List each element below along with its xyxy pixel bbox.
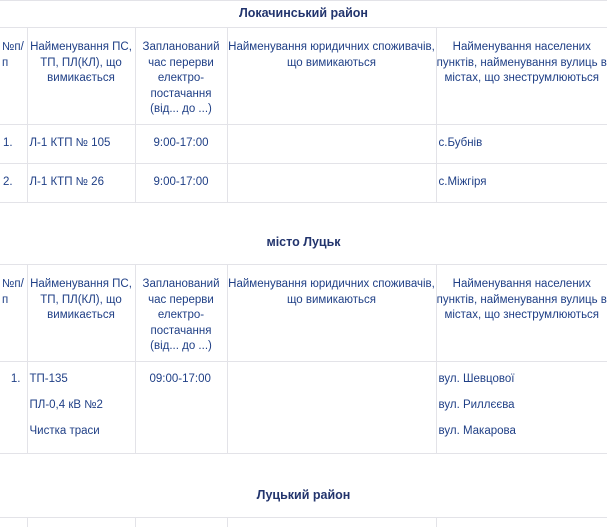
row-time: 9:00-17:00 — [135, 164, 227, 203]
object-line: ПЛ-0,4 кВ №2 — [29, 399, 103, 411]
section-title: Луцький район — [0, 454, 607, 518]
row-consumers — [227, 362, 436, 454]
row-num: 2. — [0, 164, 27, 203]
header-num: №п/п — [0, 265, 27, 362]
table-row — [0, 362, 607, 454]
row-time: 09:00-17:00 — [135, 362, 227, 454]
location-line: вул. Риллєєва — [438, 399, 515, 411]
table-header-row — [0, 28, 607, 125]
header-consumers: Найменування юридичних споживачів, що вимикаються — [227, 28, 436, 125]
header-consumers: Найменування юридичних споживачів, що вимикаються — [227, 265, 436, 362]
row-time: 9:00-17:00 — [135, 125, 227, 164]
header-object: Найменування ПС, ТП, ПЛ(КЛ), що вимикається — [27, 28, 135, 125]
row-num: 1. — [0, 125, 27, 164]
table-header-row — [0, 265, 607, 362]
row-consumers — [227, 164, 436, 203]
row-object: Л-1 КТП № 105 — [27, 125, 135, 164]
object-line: ТП-135 — [29, 373, 68, 385]
object-line: Чистка траси — [29, 425, 100, 437]
row-consumers — [227, 125, 436, 164]
section-title: Локачинський район — [0, 1, 607, 28]
row-num: 1. — [0, 362, 27, 454]
row-location — [436, 362, 607, 454]
section-title: місто Луцьк — [0, 203, 607, 265]
location-line: вул. Шевцової — [438, 373, 515, 385]
header-object: Найменування ПС, ТП, ПЛ(КЛ), що вимикається — [27, 265, 135, 362]
header-time: Запланований час перерви електро-постачання (від... до ...) — [135, 28, 227, 125]
header-time: Запланований час перерви електро-постачання (від... до ...) — [135, 265, 227, 362]
header-locations: Найменування населених пунктів, найменування вулиць в містах, що знеструмлюються — [436, 28, 607, 125]
row-object: Л-1 КТП № 26 — [27, 164, 135, 203]
location-line: вул. Макарова — [438, 425, 516, 437]
table-row — [0, 164, 607, 203]
header-locations: Найменування населених пунктів, найменування вулиць в містах, що знеструмлюються — [436, 265, 607, 362]
table-row — [0, 125, 607, 164]
row-object — [27, 362, 135, 454]
table-header-row — [0, 518, 607, 527]
row-location: с.Міжгіря — [436, 164, 607, 203]
row-location: с.Бубнів — [436, 125, 607, 164]
header-num: №п/п — [0, 28, 27, 125]
